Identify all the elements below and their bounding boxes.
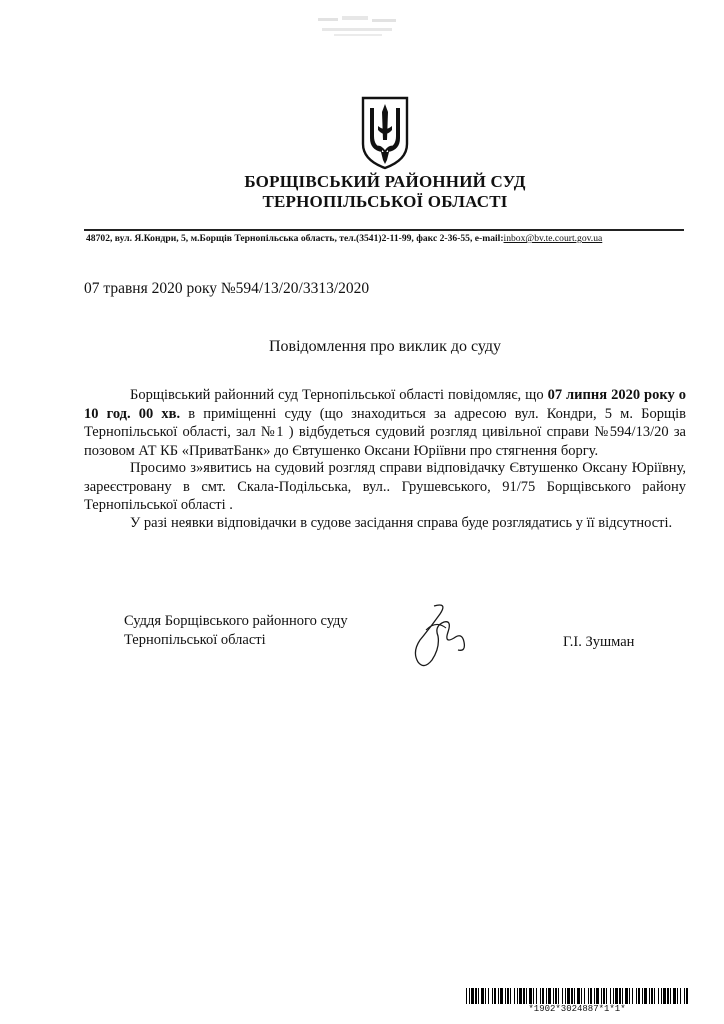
judge-name: Г.І. Зушман	[563, 634, 635, 650]
document-title: Повідомлення про виклик до суду	[268, 338, 502, 355]
summons-text: Просимо з»явитись на судовий розгляд справи відповідачку Євтушенко Оксану Юріївну, зареєстровану в смт. Скала-Подільська, вул.. Грушевського, 91/75 Борщівського району Тернопільської області .	[84, 460, 686, 513]
paragraph-notice	[84, 386, 686, 460]
address-text: 48702, вул. Я.Кондри, 5, м.Борщів Тернопільська область, тел.(3541)2-11-99, факс 2-36-55, e-mail:	[86, 233, 504, 244]
judge-title-block	[124, 612, 348, 650]
notice-text-start: Борщівський районний суд Тернопільської області повідомляє, що	[130, 387, 548, 403]
judge-title-line2: Тернопільської області	[124, 632, 266, 648]
notice-text-end: в приміщенні суду (що знаходиться за адресою вул. Кондри, 5 м. Борщів Тернопільської області, зал №1 ) відбудеться судовий розгляд цивільної справи №594/13/20 за позовом АТ КБ «ПриватБанк» до Євтушенко Оксани Юріївни про стягнення боргу.	[84, 405, 686, 459]
barcode-number: *1902*3024887*1*1*	[528, 1004, 626, 1014]
handwritten-signature	[404, 600, 474, 674]
coat-of-arms-trident-icon	[360, 96, 410, 170]
court-address	[86, 233, 686, 244]
document-barcode	[466, 988, 688, 1004]
header-divider	[84, 229, 684, 231]
document-date-number: 07 травня 2020 року №594/13/20/3313/2020	[84, 280, 370, 297]
court-name-line2: ТЕРНОПІЛЬСЬКОЇ ОБЛАСТІ	[262, 192, 508, 211]
paragraph-absence-warning	[84, 514, 686, 533]
paragraph-summons	[84, 459, 686, 515]
absence-warning-text: У разі неявки відповідачки в судове засідання справа буде розглядатись у її відсутності.	[130, 515, 673, 531]
judge-title-line1: Суддя Борщівського районного суду	[124, 613, 348, 629]
hearing-date-time: 07 липня 2020 року о 10 год. 00 хв.	[84, 387, 686, 422]
court-name-line1: БОРЩІВСЬКИЙ РАЙОННИЙ СУД	[244, 172, 526, 191]
faint-stamp-mark	[314, 12, 404, 40]
email-link[interactable]: inbox@bv.te.court.gov.ua	[503, 233, 603, 244]
